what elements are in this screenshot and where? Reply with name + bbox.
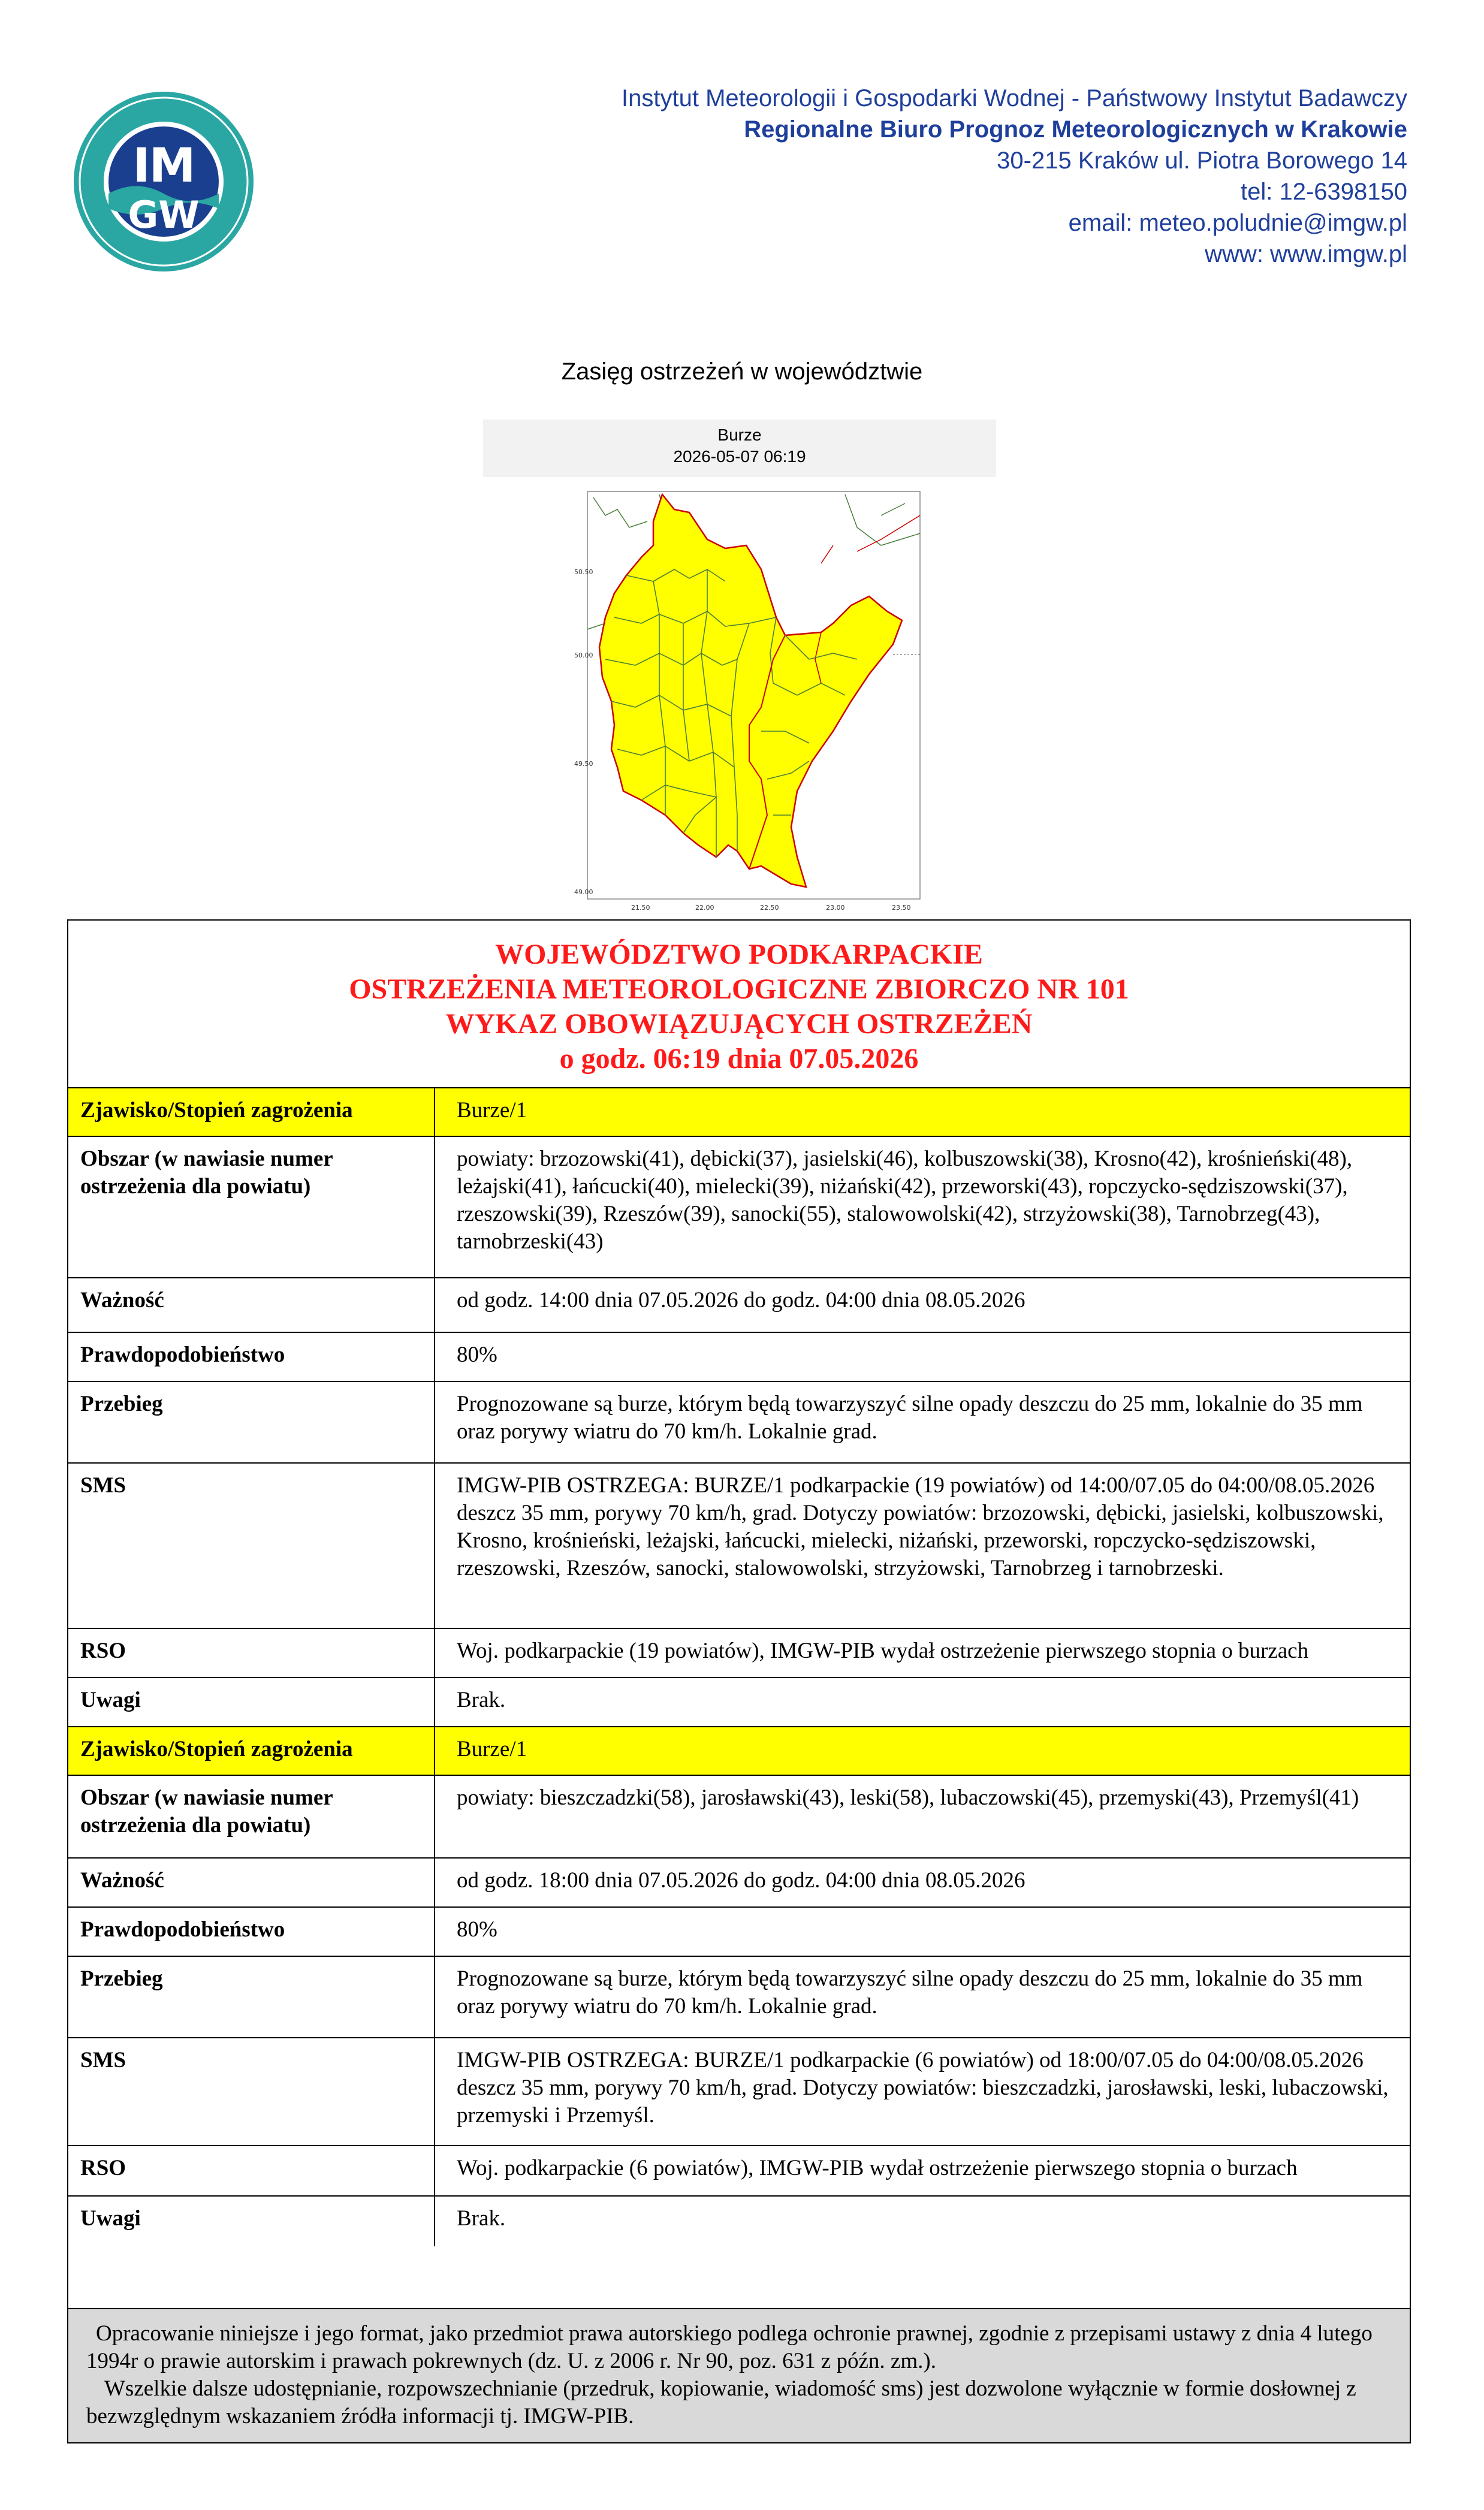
imgw-logo <box>71 89 257 274</box>
org-office: Regionalne Biuro Prognoz Meteorologicznych w Krakowie <box>744 116 1407 143</box>
map-ytick: 50.00 <box>574 651 593 659</box>
bulletin <box>67 919 1411 2443</box>
map-header <box>483 420 996 477</box>
label-remarks: Uwagi <box>68 2196 435 2246</box>
org-phone: tel: 12-6398150 <box>1240 179 1407 205</box>
warning1-remarks: Brak. <box>435 1678 1410 1727</box>
map-xtick: 23.00 <box>826 904 845 912</box>
label-probability: Prawdopodobieństwo <box>68 1332 435 1381</box>
org-email[interactable]: email: meteo.poludnie@imgw.pl <box>1068 210 1407 236</box>
warnings-table <box>68 1087 1410 2246</box>
warning-map <box>569 479 929 923</box>
title-region: WOJEWÓDZTWO PODKARPACKIE <box>495 939 983 970</box>
warning2-rso: Woj. podkarpackie (6 powiatów), IMGW-PIB wydał ostrzeżenie pierwszego stopnia o burzach <box>435 2146 1410 2196</box>
table-row <box>68 2038 1410 2146</box>
table-row <box>68 1628 1410 1678</box>
label-area: Obszar (w nawiasie numer ostrzeżenia dla powiatu) <box>68 1136 435 1278</box>
svg-text:GW: GW <box>128 193 200 237</box>
warning2-area: powiaty: bieszczadzki(58), jarosławski(43), leski(58), lubaczowski(45), przemyski(43), Przemyśl(41) <box>435 1775 1410 1858</box>
table-row <box>68 2196 1410 2246</box>
table-row <box>68 1332 1410 1381</box>
label-course: Przebieg <box>68 1381 435 1463</box>
copyright-text: Opracowanie niniejsze i jego format, jako przedmiot prawa autorskiego podlega ochronie prawnej, zgodnie z przepisami ustawy z dnia 4 lutego 1994r o prawie autorskim i prawach pokrewnych (dz. U. z 2006 r. Nr 90, poz. 631 z późn. zm.). <box>86 2321 1373 2373</box>
label-probability: Prawdopodobieństwo <box>68 1907 435 1956</box>
map-ytick: 49.00 <box>574 888 593 896</box>
map-xtick: 22.50 <box>760 904 779 912</box>
map-phenomenon: Burze <box>717 426 762 444</box>
table-row <box>68 1678 1410 1727</box>
warning1-sms: IMGW-PIB OSTRZEGA: BURZE/1 podkarpackie (19 powiatów) od 14:00/07.05 do 04:00/08.05.2026 deszcz 35 mm, porywy 70 km/h, grad. Dotyczy powiatów: brzozowski, dębicki, jasielski, kolbuszowski, Krosno, krośnieński, leżajski, łańcucki, mielecki, niżański, przeworski, ropczycko-sędziszowski, rzeszowski, Rzeszów, sanocki, stalowowolski, strzyżowski, Tarnobrzeg i tarnobrzeski. <box>435 1463 1410 1628</box>
warning1-course: Prognozowane są burze, którym będą towarzyszyć silne opady deszczu do 25 mm, lokalnie do 35 mm oraz porywy wiatru do 70 km/h. Lokalnie grad. <box>435 1381 1410 1463</box>
table-row <box>68 1907 1410 1956</box>
warning1-probability: 80% <box>435 1332 1410 1381</box>
org-website[interactable]: www: www.imgw.pl <box>1205 241 1407 267</box>
org-address: 30-215 Kraków ul. Piotra Borowego 14 <box>997 147 1407 174</box>
bulletin-title <box>68 937 1410 1076</box>
table-row <box>68 1775 1410 1858</box>
title-number: OSTRZEŻENIA METEOROLOGICZNE ZBIORCZO NR 101 <box>349 973 1129 1005</box>
warning2-course: Prognozowane są burze, którym będą towarzyszyć silne opady deszczu do 25 mm, lokalnie do 35 mm oraz porywy wiatru do 70 km/h. Lokalnie grad. <box>435 1956 1410 2038</box>
table-row <box>68 2146 1410 2196</box>
label-validity: Ważność <box>68 1858 435 1907</box>
copyright-footer <box>68 2308 1410 2442</box>
label-sms: SMS <box>68 1463 435 1628</box>
table-row <box>68 1136 1410 1278</box>
table-row <box>68 1278 1410 1332</box>
map-xtick: 21.50 <box>631 904 650 912</box>
label-rso: RSO <box>68 1628 435 1678</box>
organization-info <box>388 83 1407 270</box>
warning2-sms: IMGW-PIB OSTRZEGA: BURZE/1 podkarpackie (6 powiatów) od 18:00/07.05 do 04:00/08.05.2026 deszcz 35 mm, porywy 70 km/h, grad. Dotyczy powiatów: bieszczadzki, jarosławski, leski, lubaczowski, przemyski i Przemyśl. <box>435 2038 1410 2146</box>
label-rso: RSO <box>68 2146 435 2196</box>
warning1-rso: Woj. podkarpackie (19 powiatów), IMGW-PIB wydał ostrzeżenie pierwszego stopnia o burzach <box>435 1628 1410 1678</box>
label-phenomenon: Zjawisko/Stopień zagrożenia <box>68 1088 435 1136</box>
title-list: WYKAZ OBOWIĄZUJĄCYCH OSTRZEŻEŃ <box>445 1008 1033 1040</box>
warning1-phenomenon: Burze/1 <box>435 1088 1410 1136</box>
title-datetime: o godz. 06:19 dnia 07.05.2026 <box>559 1043 919 1075</box>
warning1-area: powiaty: brzozowski(41), dębicki(37), jasielski(46), kolbuszowski(38), Krosno(42), krośnieński(48), leżajski(41), łańcucki(40), mielecki(39), niżański(42), przeworski(43), ropczycko-sędziszowski(37), rzeszowski(39), Rzeszów(39), sanocki(55), stalowowolski(42), strzyżowski(38), Tarnobrzeg(43), tarnobrzeski(43) <box>435 1136 1410 1278</box>
table-row <box>68 1463 1410 1628</box>
map-ytick: 49.50 <box>574 760 593 768</box>
map-timestamp: 2026-05-07 06:19 <box>673 447 806 466</box>
warning2-validity: od godz. 18:00 dnia 07.05.2026 do godz. 04:00 dnia 08.05.2026 <box>435 1858 1410 1907</box>
table-row <box>68 1727 1410 1775</box>
scope-title: Zasięg ostrzeżeń w województwie <box>561 358 923 385</box>
table-row <box>68 1956 1410 2038</box>
distribution-text: Wszelkie dalsze udostępnianie, rozpowszechnianie (przedruk, kopiowanie, wiadomość sms) jest dozwolone wyłącznie w formie dosłownej z bezwzględnym wskazaniem źródła informacji tj. IMGW-PIB. <box>86 2376 1356 2428</box>
label-area: Obszar (w nawiasie numer ostrzeżenia dla powiatu) <box>68 1775 435 1858</box>
map-ytick: 50.50 <box>574 568 593 576</box>
warning2-probability: 80% <box>435 1907 1410 1956</box>
warning1-validity: od godz. 14:00 dnia 07.05.2026 do godz. 04:00 dnia 08.05.2026 <box>435 1278 1410 1332</box>
org-name: Instytut Meteorologii i Gospodarki Wodnej - Państwowy Instytut Badawczy <box>622 85 1407 111</box>
label-phenomenon: Zjawisko/Stopień zagrożenia <box>68 1727 435 1775</box>
map-xtick: 22.00 <box>695 904 714 912</box>
label-course: Przebieg <box>68 1956 435 2038</box>
table-row <box>68 1088 1410 1136</box>
label-remarks: Uwagi <box>68 1678 435 1727</box>
label-sms: SMS <box>68 2038 435 2146</box>
svg-text:IM: IM <box>132 139 195 193</box>
map-xtick: 23.50 <box>892 904 911 912</box>
table-row <box>68 1858 1410 1907</box>
table-row <box>68 1381 1410 1463</box>
label-validity: Ważność <box>68 1278 435 1332</box>
warning2-remarks: Brak. <box>435 2196 1410 2246</box>
warning2-phenomenon: Burze/1 <box>435 1727 1410 1775</box>
